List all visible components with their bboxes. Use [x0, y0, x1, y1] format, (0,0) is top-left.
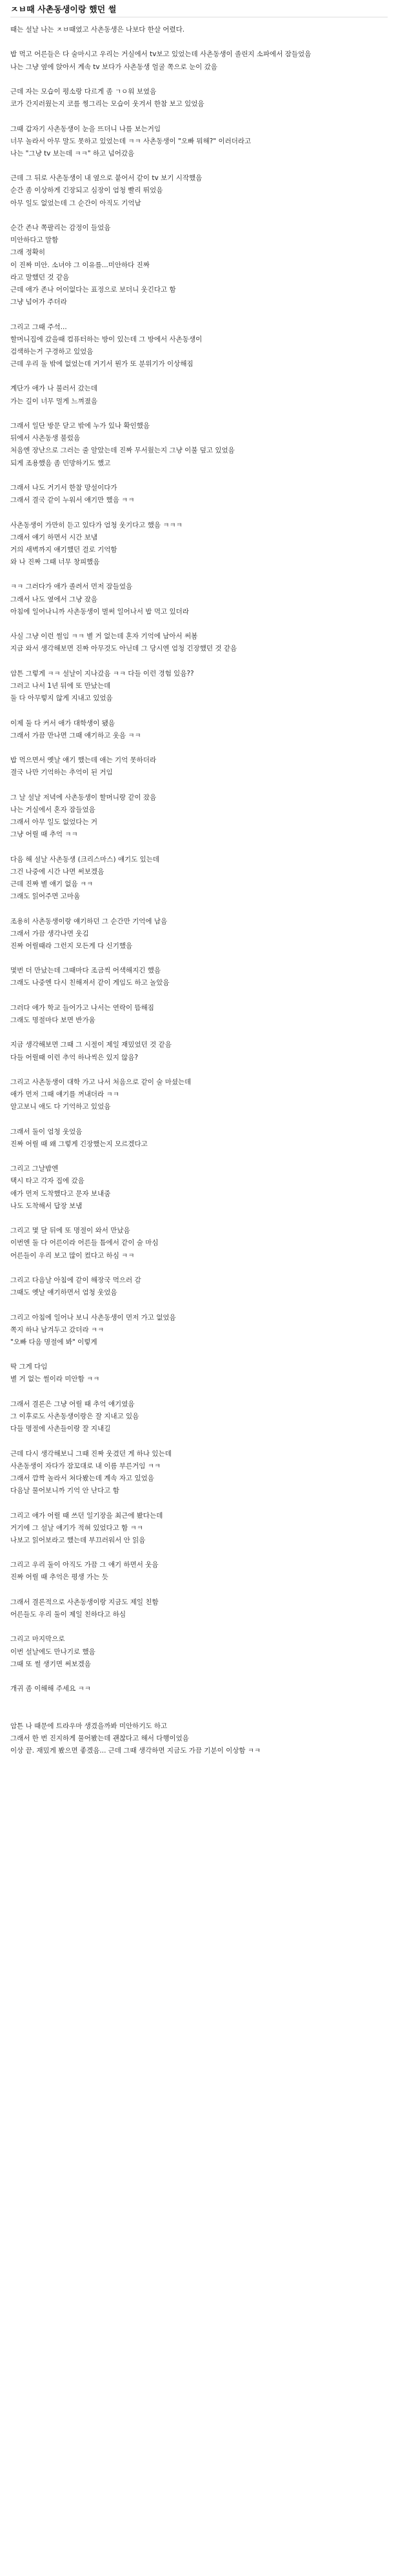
- paragraph-gap: [10, 1671, 388, 1683]
- post-line: 밥 먹으면서 옛날 얘기 했는데 애는 기억 못하더라: [10, 756, 157, 765]
- post-line: 나는 그냥 옆에 앉아서 계속 tv 보다가 사촌동생 얼굴 쪽으로 눈이 갔음: [10, 63, 217, 71]
- post-line: 그리고 몇 달 뒤에 또 명절이 와서 만났음: [10, 1227, 130, 1235]
- paragraph-gap: [10, 470, 388, 482]
- post-line: 진짜 어릴 때 추억은 평생 가는 듯: [10, 1573, 108, 1582]
- paragraph-gap: [10, 1386, 388, 1398]
- post-line: 라고 말했던 것 같음: [10, 273, 70, 281]
- post-line: 그래서 결론은 그냥 어릴 때 추억 얘기였음: [10, 1400, 135, 1408]
- post-line: 되게 조용했음 좀 민망하기도 했고: [10, 459, 111, 467]
- post-line: 알고보니 애도 다 기억하고 있었음: [10, 1103, 111, 1111]
- post-line: 너무 놀라서 아무 말도 못하고 있었는데 ㅋㅋ 사촌동생이 "오빠 뭐해?" 이러더라고: [10, 137, 252, 145]
- post-line: 조용히 사촌동생이랑 얘기하던 그 순간만 기억에 남음: [10, 917, 168, 925]
- paragraph-gap: [10, 74, 388, 86]
- post-line: 그리고 우리 둘이 아직도 가끔 그 얘기 하면서 웃음: [10, 1561, 159, 1569]
- post-line: 그냥 어릴 때 추억 ㅋㅋ: [10, 830, 78, 839]
- paragraph-gap: [10, 507, 388, 519]
- paragraph-gap: [10, 1708, 388, 1720]
- post-line: 이상 끝. 재밌게 봤으면 좋겠음... 근데 그때 생각하면 지금도 가끔 기분이 이상함 ㅋㅋ: [10, 1747, 261, 1755]
- post-line: 택시 타고 각자 집에 갔음: [10, 1177, 85, 1185]
- paragraph-gap: [10, 1584, 388, 1596]
- post-line: 그건 나중에 시간 나면 써보겠음: [10, 867, 104, 876]
- post-line: 그때 또 썰 생기면 써보겠음: [10, 1660, 91, 1668]
- post-line: 그리고 다음날 아침에 같이 해장국 먹으러 감: [10, 1276, 141, 1284]
- post-line: 그래도 명절마다 보면 반가움: [10, 1016, 95, 1024]
- post-line: 애가 먼저 도착했다고 문자 보내줌: [10, 1189, 111, 1198]
- post-line: ㅋㅋ 그러다가 애가 졸려서 먼저 잠들었음: [10, 583, 133, 591]
- paragraph-gap: [10, 1435, 388, 1447]
- post-line: 할머니집에 갔을때 컴퓨터하는 방이 있는데 그 방에서 사촌동생이: [10, 335, 203, 343]
- paragraph-gap: [10, 841, 388, 853]
- post-line: 다들 명절에 사촌들이랑 잘 지내길: [10, 1425, 111, 1433]
- post-line: 그래서 둘이 엄청 웃었음: [10, 1127, 83, 1136]
- paragraph-gap: [10, 308, 388, 321]
- post-line: 다음날 물어보니까 기억 안 난다고 함: [10, 1487, 119, 1495]
- post-line: 그냥 넘어가 주더라: [10, 298, 67, 307]
- post-line: 근데 자는 모습이 평소랑 다르게 좀 ㄱㅇ워 보였음: [10, 87, 157, 96]
- post-title: ㅈㅂ때 사촌동생이랑 했던 썰: [10, 5, 117, 15]
- post-line: 딱 그게 다임: [10, 1363, 48, 1371]
- post-line: 다음 해 설날 사촌동생 (크리스마스) 얘기도 있는데: [10, 855, 160, 863]
- post-line: 그리고 사촌동생이 대학 가고 나서 처음으로 같이 술 마셨는데: [10, 1078, 192, 1086]
- paragraph-gap: [10, 1114, 388, 1126]
- post-line: 그래서 아무 일도 없었다는 거: [10, 818, 98, 826]
- paragraph-gap: [10, 1621, 388, 1633]
- paragraph-gap: [10, 1262, 388, 1274]
- paragraph-gap: [10, 1064, 388, 1076]
- post-line: 그래도 읽어주면 고마움: [10, 892, 81, 901]
- post-line: 나보고 읽어보라고 했는데 부끄러워서 안 읽음: [10, 1536, 146, 1544]
- paragraph-gap: [10, 408, 388, 420]
- post-line: 그래서 나도 옆에서 그냥 잤음: [10, 595, 98, 603]
- post-line: 뒤에서 사촌동생 불렀음: [10, 434, 81, 443]
- post-line: "오빠 다음 명절에 봐" 이렇게: [10, 1338, 97, 1346]
- post-line: 그때도 옛날 얘기하면서 엄청 웃었음: [10, 1289, 117, 1297]
- paragraph-gap: [10, 656, 388, 668]
- post-line: 근데 그 뒤로 사촌동생이 내 옆으로 붙어서 같이 tv 보기 시작했음: [10, 174, 203, 183]
- post-line: 나는 거실에서 혼자 잠들었음: [10, 805, 95, 814]
- paragraph-gap: [10, 1547, 388, 1559]
- post-line: 근데 애가 존나 어이없다는 표정으로 보더니 웃긴다고 함: [10, 285, 176, 294]
- post-body: [10, 17, 388, 1757]
- paragraph-gap: [10, 110, 388, 123]
- post-line: 그래서 한 번 진지하게 물어봤는데 괜찮다고 해서 다행이었음: [10, 1734, 189, 1742]
- post-line: 사촌동생이 가만히 듣고 있다가 엄청 웃기다고 했음 ㅋㅋㅋ: [10, 521, 183, 529]
- post-line: 그러다 애가 학교 들어가고 나서는 연락이 뜸해짐: [10, 1003, 154, 1012]
- post-header: [10, 0, 388, 17]
- post-line: 애가 먼저 그때 얘기를 꺼내더라 ㅋㅋ: [10, 1091, 119, 1099]
- post-line: 와 나 진짜 그때 너무 창피했음: [10, 558, 100, 567]
- post-line: 검색하는거 구경하고 있었음: [10, 347, 94, 356]
- post-line: 그 날 설날 저녁에 사촌동생이 할머니랑 같이 잤음: [10, 793, 157, 801]
- paragraph-gap: [10, 779, 388, 791]
- paragraph-gap: [10, 1151, 388, 1163]
- post-line: 그래 정확히: [10, 248, 46, 257]
- post-line: 코가 간지러웠는지 코를 찡그리는 모습이 웃겨서 한참 보고 있었음: [10, 100, 204, 108]
- post-line: 근데 우리 둘 밖에 없었는데 거기서 뭔가 또 분위기가 이상해짐: [10, 360, 194, 368]
- post-line: 몇번 더 만났는데 그때마다 조금씩 어색해지긴 했음: [10, 967, 161, 975]
- paragraph-gap: [10, 569, 388, 581]
- post-line: 암튼 그렇게 ㅋㅋ 설날이 지나갔음 ㅋㅋ 다들 이런 경험 있음??: [10, 669, 194, 678]
- post-line: 밥 먹고 어른들은 다 술마시고 우리는 거실에서 tv보고 있었는데 사촌동생이 졸린지 소파에서 잠들었음: [10, 50, 312, 59]
- post-line: 순간 좀 이상하게 긴장되고 심장이 엄청 빨리 뛰었음: [10, 186, 163, 195]
- paragraph-gap: [10, 210, 388, 222]
- post-line: 나는 "그냥 tv 보는데 ㅋㅋ" 하고 넘어갔음: [10, 149, 135, 157]
- post-line: 미안하다고 말함: [10, 236, 59, 245]
- post-line: 그래서 가끔 생각나면 웃김: [10, 929, 89, 938]
- post-line: 그래서 얘기 하면서 시간 보냄: [10, 533, 98, 541]
- post-line: 진짜 어릴때라 그런지 모든게 다 신기했음: [10, 941, 133, 950]
- paragraph-gap: [10, 903, 388, 915]
- post-line: 그래서 깜짝 놀라서 쳐다봤는데 계속 자고 있었음: [10, 1474, 154, 1482]
- post-line: 이 진짜 미안. 소녀야 그 이유를...미안하다 진짜: [10, 261, 150, 269]
- paragraph-gap: [10, 618, 388, 630]
- post-line: 쪽지 하나 남겨두고 갔더라 ㅋㅋ: [10, 1325, 104, 1334]
- post-line: 때는 설날 나는 ㅈㅂ때였고 사촌동생은 나보다 한살 어렸다.: [10, 26, 185, 34]
- post-line: 지금 생각해보면 그때 그 시절이 제일 재밌었던 것 같음: [10, 1041, 172, 1049]
- post-line: 그래서 결국 같이 누워서 얘기만 했음 ㅋㅋ: [10, 496, 135, 505]
- post-line: 지금 와서 생각해보면 진짜 아무것도 아닌데 그 당시엔 엄청 긴장했던 것 같음: [10, 645, 237, 653]
- post-line: 거의 새벽까지 얘기했던 걸로 기억함: [10, 545, 117, 554]
- post-line: 그래서 결론적으로 사촌동생이랑 지금도 제일 친함: [10, 1598, 159, 1606]
- post-line: 근데 다시 생각해보니 그때 진짜 웃겼던 게 하나 있는데: [10, 1449, 172, 1458]
- post-line: 나도 도착해서 답장 보냄: [10, 1202, 83, 1210]
- post-line: 그래서 나도 거기서 한참 망설이다가: [10, 483, 117, 492]
- paragraph-gap: [10, 1299, 388, 1311]
- paragraph-gap: [10, 1497, 388, 1509]
- post-line: 이번 설날에도 만나기로 했음: [10, 1647, 95, 1656]
- post-line: 그래서 가끔 만나면 그때 얘기하고 웃음 ㅋㅋ: [10, 731, 141, 740]
- post-line: 암튼 나 때문에 트라우마 생겼을까봐 미안하기도 하고: [10, 1722, 168, 1730]
- post-line: 그때 갑자기 사촌동생이 눈을 뜨더니 나를 보는거임: [10, 125, 161, 133]
- post-line: 그리고 애가 어릴 때 쓰던 일기장을 최근에 봤다는데: [10, 1511, 163, 1520]
- post-line: 사촌동생이 자다가 잠꼬대로 내 이름 부른거임 ㅋㅋ: [10, 1462, 161, 1470]
- post-line: 가는 길이 너무 멀게 느껴졌음: [10, 397, 98, 405]
- post-line: 처음엔 장난으로 그러는 줄 알았는데 진짜 무서웠는지 그냥 이불 덮고 있었음: [10, 447, 235, 455]
- post-line: 순간 존나 쪽팔리는 감정이 들었음: [10, 224, 111, 232]
- post-line: 그리고 그날밤엔: [10, 1165, 59, 1173]
- post-line: 아침에 일어나니까 사촌동생이 벌써 일어나서 밥 먹고 있더라: [10, 607, 189, 616]
- paragraph-gap: [10, 990, 388, 1002]
- post-line: 근데 진짜 별 얘기 없음 ㅋㅋ: [10, 880, 94, 888]
- post-line: 별 거 없는 썰이라 미안함 ㅋㅋ: [10, 1375, 100, 1384]
- paragraph-gap: [10, 370, 388, 383]
- paragraph-gap: [10, 36, 388, 48]
- post-line: 어른들도 우리 둘이 제일 친하다고 하심: [10, 1611, 126, 1618]
- post-line: 그리고 아침에 일어나 보니 사촌동생이 먼저 가고 없었음: [10, 1313, 176, 1322]
- paragraph-gap: [10, 1349, 388, 1361]
- post-line: 그러고 나서 1년 뒤에 또 만났는데: [10, 681, 111, 690]
- paragraph-gap: [10, 952, 388, 965]
- post-line: 진짜 어릴 때 왜 그렇게 긴장했는지 모르겠다고: [10, 1140, 148, 1148]
- post-line: 사실 그냥 이런 썰임 ㅋㅋ 별 거 없는데 혼자 기억에 남아서 써봄: [10, 632, 198, 641]
- post-line: 개귀 좀 이해해 주세요 ㅋㅋ: [10, 1685, 91, 1693]
- post-line: 거기에 그 설날 얘기가 적혀 있었다고 함 ㅋㅋ: [10, 1524, 143, 1532]
- paragraph-gap: [10, 1027, 388, 1039]
- post-line: 둘 다 아무렇지 않게 지내고 있었음: [10, 694, 113, 703]
- post-line: 그래도 나중엔 다시 친해져서 같이 게임도 하고 놀았음: [10, 979, 170, 987]
- paragraph-gap: [10, 705, 388, 717]
- post-line: 이번엔 둘 다 어른이라 어른들 틈에서 같이 술 마심: [10, 1239, 159, 1247]
- paragraph-gap: [10, 160, 388, 172]
- post-line: 그래서 일단 방문 닫고 밖에 누가 있나 확인했음: [10, 422, 150, 430]
- post-line: 어른들이 우리 보고 많이 컸다고 하심 ㅋㅋ: [10, 1251, 135, 1260]
- post-line: 다들 어릴때 이런 추억 하나씩은 있지 않음?: [10, 1053, 139, 1062]
- post-line: 결국 나만 기억하는 추억이 된 거임: [10, 769, 113, 777]
- post-line: 그리고 마지막으로: [10, 1635, 65, 1644]
- post-line: 그리고 그때 주석...: [10, 323, 67, 331]
- paragraph-gap: [10, 1695, 388, 1707]
- post-line: 아무 일도 없었는데 그 순간이 아직도 기억남: [10, 199, 141, 207]
- post-line: 이제 둘 다 커서 애가 대학생이 됐음: [10, 719, 115, 727]
- paragraph-gap: [10, 1213, 388, 1225]
- post-line: 계단가 애가 나 불러서 갔는데: [10, 385, 98, 393]
- paragraph-gap: [10, 742, 388, 754]
- post-line: 그 이후로도 사촌동생이랑은 잘 지내고 있음: [10, 1413, 139, 1420]
